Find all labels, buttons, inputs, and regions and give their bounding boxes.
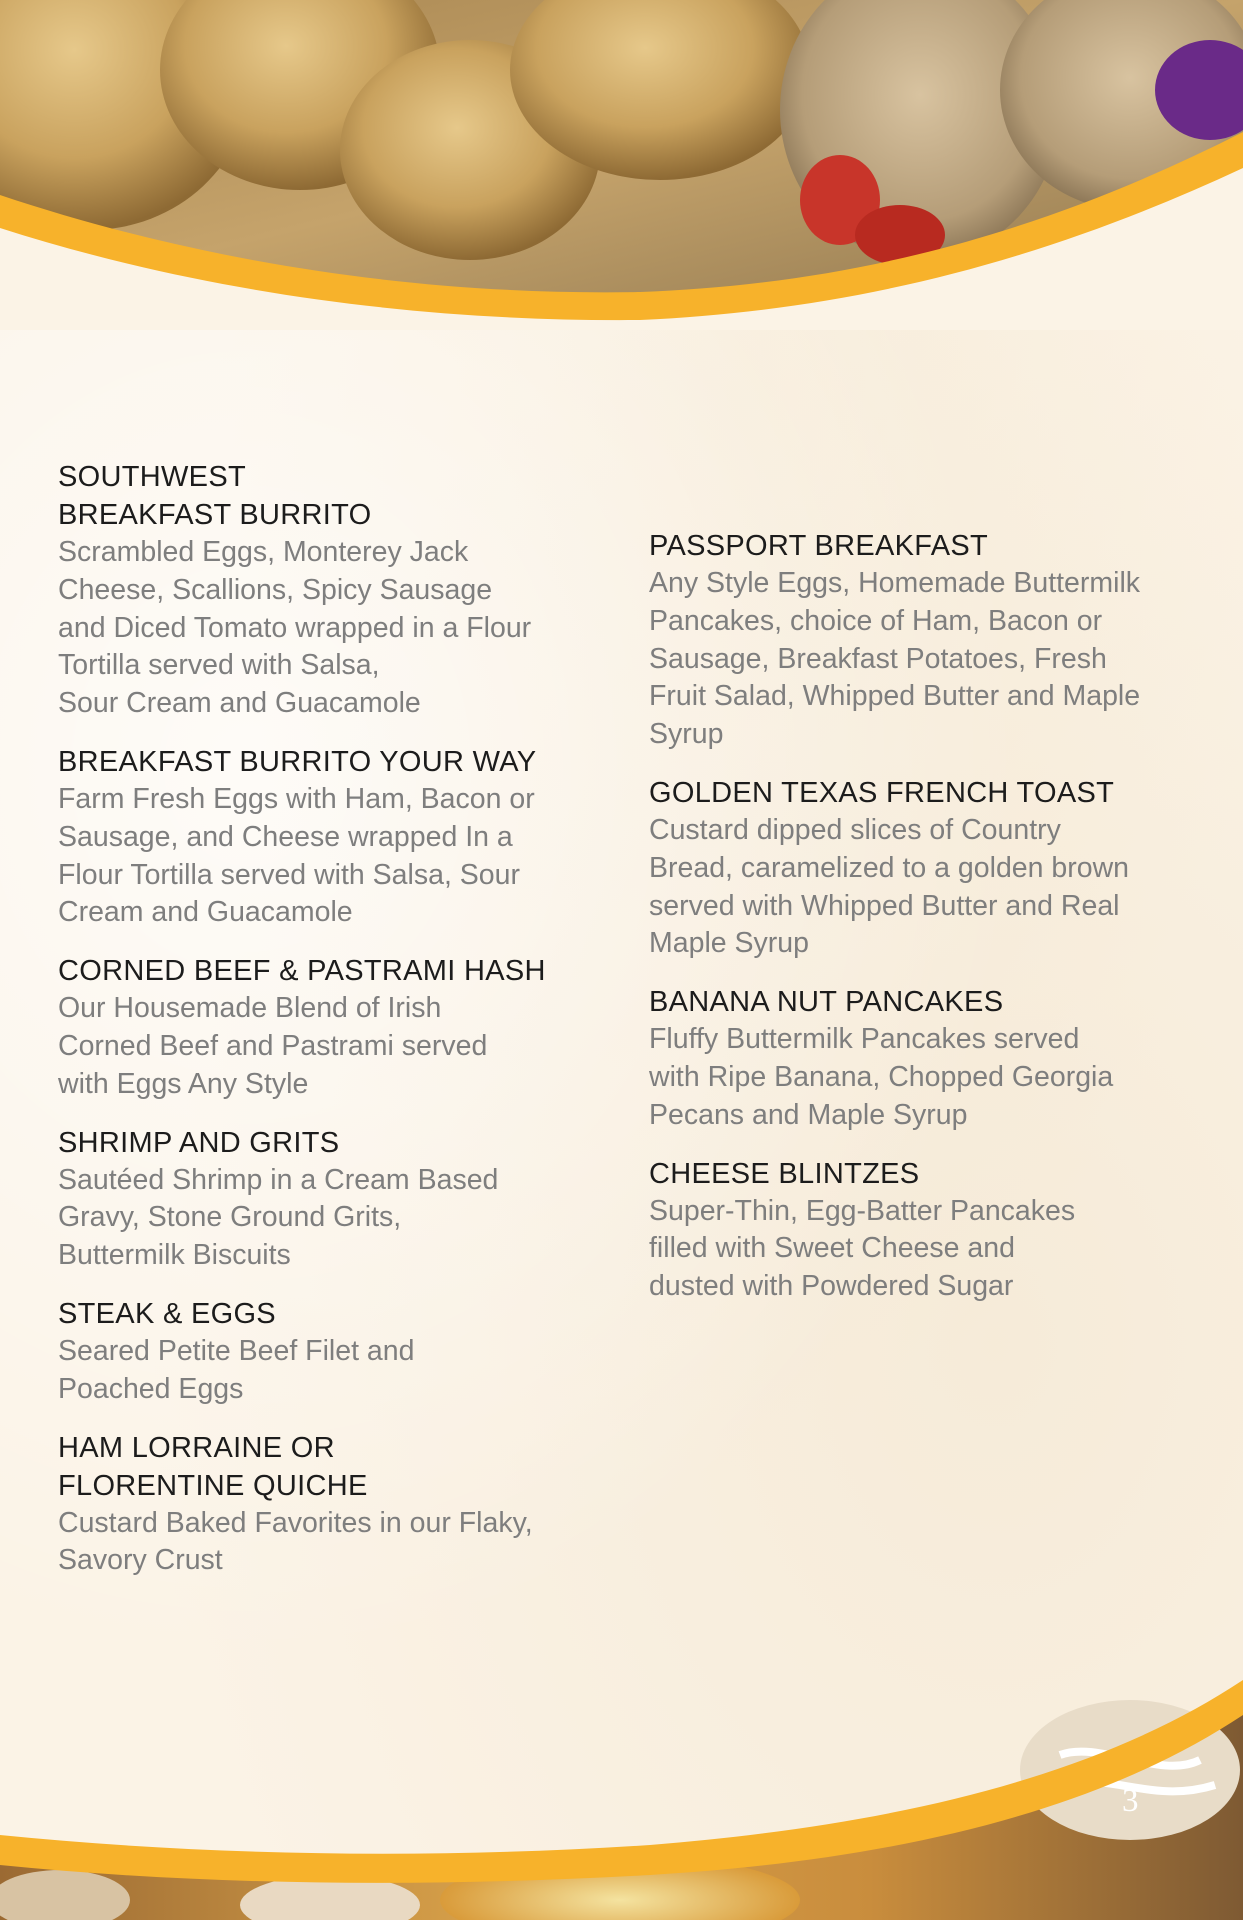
menu-item-quiche (58, 1429, 618, 1581)
bottom-food-photo (0, 1660, 1243, 1920)
menu-item-southwest-breakfast-burrito (58, 458, 618, 723)
menu-item-golden-texas-french-toast (649, 774, 1209, 963)
top-food-photo (0, 0, 1243, 330)
menu-item-description: Sautéed Shrimp in a Cream Based Gravy, Stone Ground Grits, Buttermilk Biscuits (58, 1163, 499, 1272)
menu-item-title: SHRIMP AND GRITS (58, 1126, 340, 1159)
menu-item-description: Custard dipped slices of Country Bread, caramelized to a golden brown served with Whipped Butter and Real Maple Syrup (649, 813, 1130, 960)
menu-item-description: Super-Thin, Egg-Batter Pancakes filled with Sweet Cheese and dusted with Powdered Sugar (649, 1194, 1076, 1303)
menu-item-description: Farm Fresh Eggs with Ham, Bacon or Sausage, and Cheese wrapped In a Flour Tortilla served with Salsa, Sour Cream and Guacamole (58, 782, 535, 929)
page-number: 3 (1122, 1783, 1139, 1819)
menu-item-passport-breakfast (649, 527, 1209, 754)
menu-item-cheese-blintzes (649, 1155, 1209, 1306)
menu-item-description: Fluffy Buttermilk Pancakes served with Ripe Banana, Chopped Georgia Pecans and Maple Syrup (649, 1023, 1114, 1131)
menu-column-right (649, 527, 1209, 1326)
menu-item-steak-and-eggs (58, 1295, 618, 1409)
menu-item-corned-beef-pastrami-hash (58, 952, 618, 1103)
menu-item-description: Custard Baked Favorites in our Flaky, Savory Crust (58, 1506, 533, 1577)
menu-item-title: HAM LORRAINE OR FLORENTINE QUICHE (58, 1431, 368, 1502)
menu-item-description: Scrambled Eggs, Monterey Jack Cheese, Scallions, Spicy Sausage and Diced Tomato wrapped in a Flour Tortilla served with Salsa, Sour Cream and Guacamole (58, 536, 532, 720)
menu-item-breakfast-burrito-your-way (58, 743, 618, 932)
menu-item-title: BANANA NUT PANCAKES (649, 986, 1004, 1019)
menu-item-title: PASSPORT BREAKFAST (649, 530, 989, 562)
menu-item-title: CHEESE BLINTZES (649, 1157, 920, 1190)
menu-item-description: Any Style Eggs, Homemade Buttermilk Pancakes, choice of Ham, Bacon or Sausage, Breakfast Potatoes, Fresh Fruit Salad, Whipped Butter and Maple Syrup (649, 567, 1141, 751)
menu-item-description: Seared Petite Beef Filet and Poached Eggs (58, 1334, 415, 1405)
menu-item-description: Our Housemade Blend of Irish Corned Beef and Pastrami served with Eggs Any Style (58, 992, 488, 1100)
menu-item-title: BREAKFAST BURRITO YOUR WAY (58, 745, 537, 778)
menu-item-title: SOUTHWEST BREAKFAST BURRITO (58, 461, 372, 531)
menu-item-shrimp-and-grits (58, 1124, 618, 1275)
menu-item-title: STEAK & EGGS (58, 1297, 276, 1330)
menu-column-left (58, 458, 618, 1600)
menu-item-title: CORNED BEEF & PASTRAMI HASH (58, 955, 546, 988)
menu-item-banana-nut-pancakes (649, 983, 1209, 1134)
menu-item-title: GOLDEN TEXAS FRENCH TOAST (649, 776, 1115, 809)
